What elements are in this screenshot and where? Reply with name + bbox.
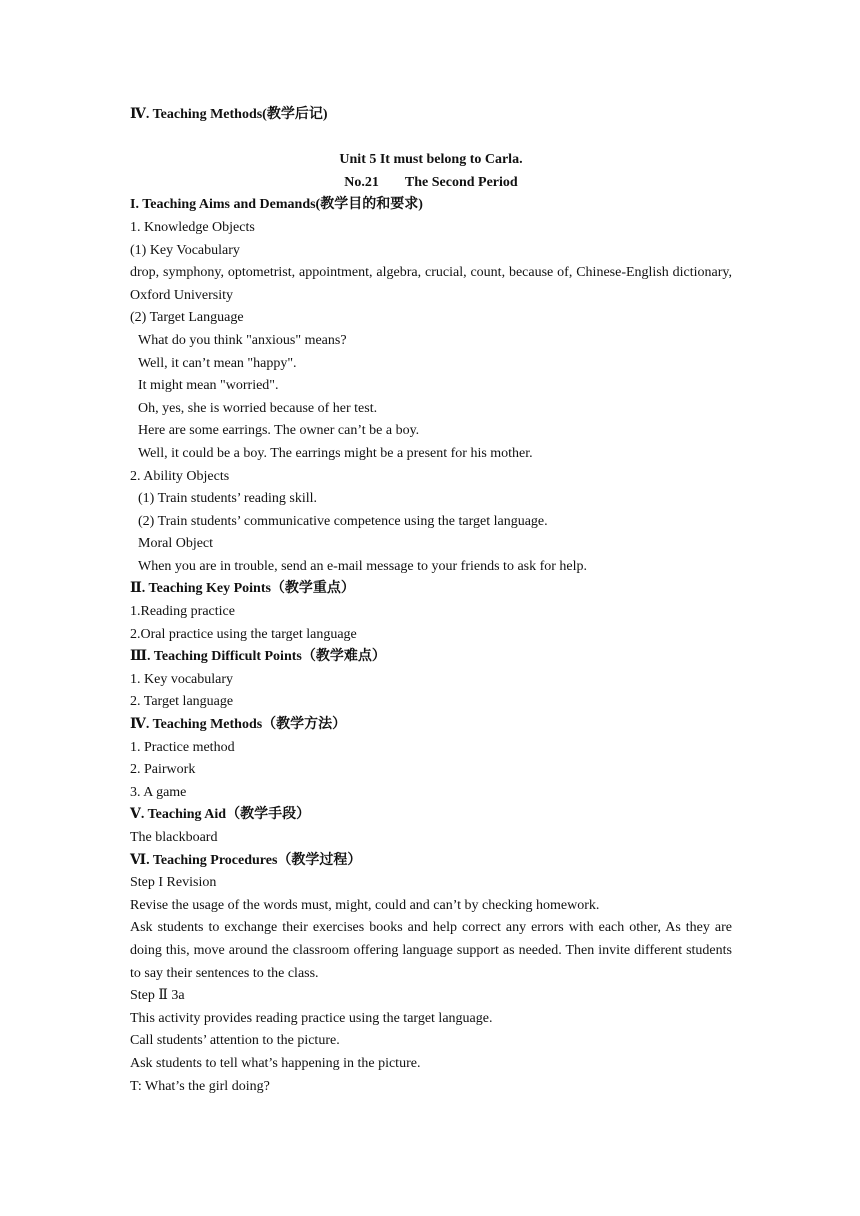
period-number: No.21 [344,174,379,190]
step-2-line: This activity provides reading practice using the target language. [130,1010,493,1026]
list-item: 2. Pairwork [130,762,196,778]
section-5-heading: Ⅴ. Teaching Aid（教学手段） [130,807,311,823]
period-name: The Second Period [404,174,518,190]
knowledge-objects: 1. Knowledge Objects [130,219,255,235]
list-item: 1. Practice method [130,739,235,755]
target-language-line: Well, it can’t mean "happy". [138,355,297,371]
spacer [130,127,732,150]
ability-objects: 2. Ability Objects [130,468,230,484]
moral-object-label: Moral Object [138,536,214,552]
list-item: 3. A game [130,784,187,800]
target-language-line: What do you think "anxious" means? [138,332,347,348]
target-language-label: (2) Target Language [130,310,244,326]
step-1-text: Revise the usage of the words must, might, could and can’t by checking homework. [130,897,600,913]
section-3-heading: Ⅲ. Teaching Difficult Points（教学难点） [130,649,386,665]
list-item: 1.Reading practice [130,604,235,620]
section-4-heading: Ⅳ. Teaching Methods（教学方法） [130,717,347,733]
target-language-line: Well, it could be a boy. The earrings might be a present for his mother. [138,445,533,461]
section-2-heading: Ⅱ. Teaching Key Points（教学重点） [130,581,355,597]
section-1-heading: I. Teaching Aims and Demands(教学目的和要求) [130,197,423,213]
ability-line: (1) Train students’ reading skill. [138,491,318,507]
key-vocabulary-text: drop, symphony, optometrist, appointment, algebra, crucial, count, because of, Chinese-English dictionary, Oxford University [130,265,732,303]
step-1-paragraph: Ask students to exchange their exercises books and help correct any errors with each other, As they are doing this, move around the classroom offering language support as needed. Then invite different students to say their sentences to the class. [130,920,732,981]
top-heading: Ⅳ. Teaching Methods(教学后记) [130,107,328,122]
step-2-line: T: What’s the girl doing? [130,1078,270,1094]
moral-object-text: When you are in trouble, send an e-mail message to your friends to ask for help. [138,558,588,574]
document-page [130,104,732,1098]
list-item: The blackboard [130,830,218,845]
list-item: 2.Oral practice using the target language [130,626,357,642]
step-2-title: Step Ⅱ 3a [130,988,185,1004]
target-language-line: Here are some earrings. The owner can’t be a boy. [138,423,420,439]
unit-title: Unit 5 It must belong to Carla. [339,152,523,168]
key-vocabulary-label: (1) Key Vocabulary [130,242,240,258]
step-2-line: Ask students to tell what’s happening in the picture. [130,1055,421,1071]
section-6-heading: Ⅵ. Teaching Procedures（教学过程） [130,852,362,868]
step-2-line: Call students’ attention to the picture. [130,1033,340,1049]
list-item: 2. Target language [130,694,234,710]
target-language-line: Oh, yes, she is worried because of her test. [138,400,378,416]
ability-line: (2) Train students’ communicative competence using the target language. [138,513,548,529]
step-1-title: Step I Revision [130,875,217,891]
target-language-line: It might mean "worried". [138,378,279,394]
period-heading [130,172,732,195]
list-item: 1. Key vocabulary [130,671,234,687]
